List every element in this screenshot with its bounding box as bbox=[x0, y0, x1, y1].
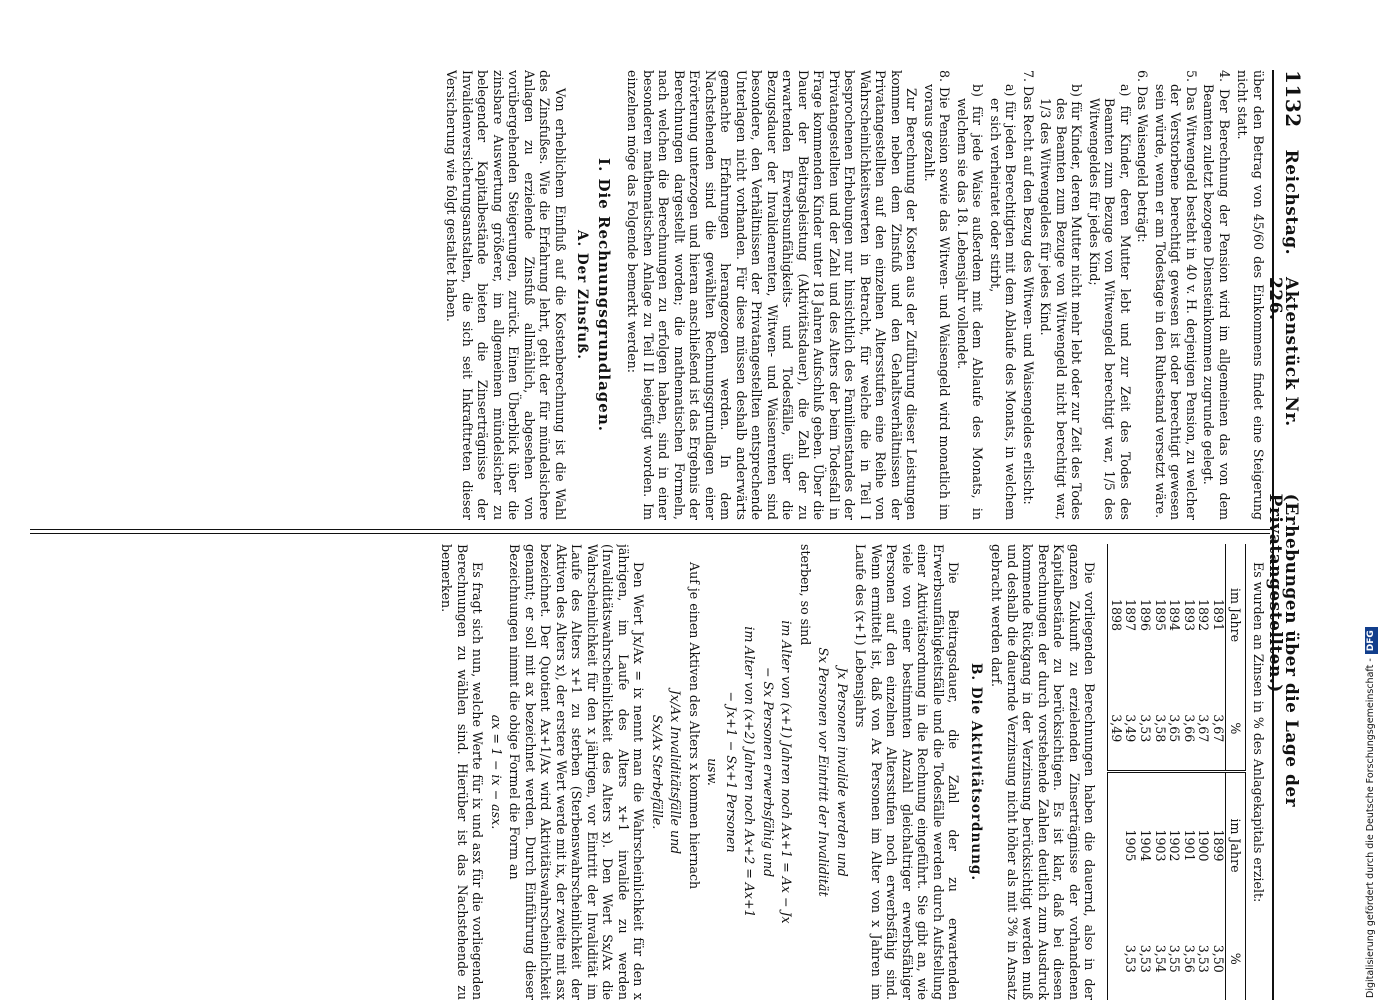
body-paragraph: Den Wert Jx/Ax = ix nennt man die Wahrscheinlichkeit für den x jährigen, im Laufe des Alters x+1 invalide zu werden (Invaliditätswahrscheinlichkeit des Alters x). Den Wert Sx/Ax die Wahrscheinlichkeit für den x jährigen, vor Eintritt der Invalidität im Laufe des Alters x+1 zu sterben (Sterbenswahrscheinlichkeit der Aktiven des Alters x), der erstere Wert werde mit ix, der zweite mit asx bezeichnet. Der Quotient Ax+1/Ax wird Aktivitätswahrscheinlichkeit genannt; er soll mit ax bezeichnet werden. Durch Einführung dieser Bezeichnungen nimmt die obige Formel die Form an bbox=[507, 544, 647, 1000]
table-cell: 3,53 bbox=[1138, 944, 1154, 973]
list-item: 5. Das Witwengeld besteht in 40 v. H. derjenigen Pension, zu welcher der Verstorbene berechtigt gewesen ist oder berechtigt gewesen sein würde, wenn er am Todestage in den Ruhestand versetzt wäre. bbox=[1153, 70, 1199, 520]
list-item: 8. Die Pension sowie das Witwen- und Waisengeld wird monatlich im voraus gezahlt. bbox=[922, 70, 953, 520]
table-body bbox=[1108, 544, 1226, 1000]
table-cell: 1893 bbox=[1181, 599, 1197, 632]
table-header: % bbox=[1226, 686, 1247, 772]
table-row bbox=[1181, 544, 1196, 1000]
formula-line: Jx/Ax Invaliditätsfälle und bbox=[668, 689, 684, 855]
table-cell: 3,66 bbox=[1181, 714, 1197, 743]
table-cell bbox=[1108, 772, 1123, 918]
table-cell: 1903 bbox=[1152, 772, 1167, 918]
body-text: Auf je einen Aktiven des Alters x kommen hiernach bbox=[686, 562, 702, 890]
formula-line: Sx/Ax Sterbefälle. bbox=[649, 714, 665, 830]
right-column bbox=[36, 544, 1266, 1000]
table-row bbox=[1137, 544, 1152, 1000]
body-paragraph: Von erheblichem Einfluß auf die Kostenberechnung ist die Wahl des Zinsfußes. Wie die Erfahrung lehrt, geht der für mündelsichere Anlagen zu erzielende Zinsfuß allmählich, abgesehen von vorübergehenden Steigerungen, zurück. Einen Überblick über die zinsbare Auswertung größerer, im allgemeinen mündelsicher zu belegender Kapitalbestände bieten die Zinserträgnisse der Invalidenversicherungsanstalten, die sich seit Inkrafttreten dieser Versicherung wie folgt gestaltet haben. bbox=[444, 70, 568, 520]
formula-line: usw. bbox=[705, 758, 721, 786]
table-row bbox=[1210, 544, 1225, 1000]
table-cell: 3,50 bbox=[1211, 944, 1226, 973]
table-row bbox=[1123, 544, 1138, 1000]
table-cell: 3,53 bbox=[1138, 714, 1154, 743]
footer-text: Digitalisierung gefördert durch die Deutsche Forschungsgemeinschaft - bbox=[1365, 658, 1376, 998]
formula-line: Sx Personen vor Eintritt der Invalidität bbox=[816, 647, 832, 897]
header-chamber: Reichstag. bbox=[1281, 149, 1301, 256]
list-subitem: a) für Kinder, deren Mutter lebt und zur Zeit des Todes des Beamten zum Bezuge von Witwengeld berechtigt war, 1/5 des Witwengeldes für jedes Kind; bbox=[1087, 84, 1133, 520]
table-cell: 3,67 bbox=[1211, 714, 1226, 743]
table-cell: 3,53 bbox=[1196, 944, 1212, 973]
body-paragraph: Es fragt sich nun, welche Werte für ix und asx für die vorliegenden Berechnungen zu wählen sind. Hierüber ist das Nachstehende zu bemerken. bbox=[439, 544, 486, 1000]
page-number: 1132 bbox=[1281, 70, 1305, 128]
list-item: 4. Der Berechnung der Pension wird im allgemeinen das von dem Beamten zuletzt bezogene Diensteinkommen zugrunde gelegt. bbox=[1201, 70, 1232, 520]
table-cell: 3,54 bbox=[1152, 944, 1168, 973]
table-intro: Es wurden an Zinsen in % des Anlagekapitals erzielt: bbox=[1251, 562, 1266, 903]
table-cell: 1895 bbox=[1152, 599, 1168, 632]
table-cell: 3,67 bbox=[1196, 714, 1212, 743]
left-column bbox=[36, 70, 1266, 520]
rotated-document-sheet bbox=[30, 70, 1305, 1000]
table-cell: 1894 bbox=[1167, 599, 1183, 632]
digitization-footer bbox=[1363, 538, 1379, 998]
table-header: % bbox=[1226, 918, 1247, 1000]
table-row bbox=[1167, 544, 1182, 1000]
formula-line: Jx Personen invalide werden und bbox=[834, 667, 850, 877]
table-cell: 1899 bbox=[1210, 772, 1225, 918]
list-subitem: a) für jeden Berechtigten mit dem Ablaufe des Monats, in welchem er sich verheiratet oder stirbt, bbox=[988, 84, 1019, 520]
table-cell: 1904 bbox=[1137, 772, 1152, 918]
list-subitem: b) für Kinder, deren Mutter nicht mehr lebt oder zur Zeit des Todes des Beamten zum Bezuge von Witwengeld nicht berechtigt war, 1/3 des Witwengeldes für jedes Kind. bbox=[1038, 84, 1085, 520]
table-cell: 3,53 bbox=[1123, 944, 1139, 973]
section-title: I. Die Rechnungsgrundlagen. bbox=[595, 158, 613, 432]
table-header: im Jahre bbox=[1226, 772, 1247, 918]
table-cell bbox=[1108, 918, 1123, 1000]
table-row bbox=[1196, 544, 1211, 1000]
table-header-row bbox=[1226, 544, 1247, 1000]
header-document: Aktenstück Nr. 226. bbox=[1265, 277, 1301, 427]
table-cell: 1902 bbox=[1167, 772, 1182, 918]
formula-line: im Alter von (x+2) Jahren noch Ax+2 = Ax+1 bbox=[742, 626, 758, 918]
table-cell: 1896 bbox=[1138, 599, 1154, 632]
table-cell: 3,56 bbox=[1181, 944, 1197, 973]
formula-line: − Jx+1 − Sx+1 Personen bbox=[723, 691, 739, 853]
subsection-title: A. Der Zinsfuß. bbox=[574, 230, 591, 360]
table-cell: 1901 bbox=[1181, 772, 1196, 918]
formula-line: − Sx Personen erwerbsfähig und bbox=[760, 666, 776, 878]
page-header bbox=[1265, 70, 1305, 1000]
table-cell: 3,55 bbox=[1167, 944, 1183, 973]
body-paragraph: Die Beitragsdauer, die Zahl der zu erwartenden Erwerbsunfähigkeitsfälle und die Todesfälle werden durch Aufstellung einer Aktivitätsordnung in die Rechnung eingeführt. Sie gibt an, wie viele von einer bestimmten Anzahl gleichaltriger erwerbsfähiger Personen auf den einzelnen Altersstufen noch erwerbsfähig sind. Wenn ermittelt ist, daß von Ax Personen im Alter von x Jahren im Laufe des (x+1) Lebensjahrs bbox=[853, 544, 962, 1000]
list-subitem: b) für jede Waise außerdem mit dem Ablaufe des Monats, in welchem sie das 18. Lebensjahr vollendet. bbox=[955, 84, 986, 520]
table-cell: 3,58 bbox=[1152, 714, 1168, 743]
list-item: 7. Das Recht auf den Bezug des Witwen- und Waisengeldes erlischt: bbox=[1021, 70, 1036, 505]
body-paragraph: Die vorliegenden Berechnungen haben die dauernd, also in der ganzen Zukunft zu erzielenden Zinserträgnisse der vorhandenen Kapitalbestände zu berücksichtigen. Es ist klar, daß bei diesen Berechnungen der durch vorstehende Zahlen deutlich zum Ausdruck kommende Rückgang in der Verzinsung berücksichtigt werden muß und deshalb die dauernde Verzinsung nicht höher als mit 3% in Ansatz gebracht werden darf. bbox=[989, 544, 1098, 1000]
formula-line: im Alter von (x+1) Jahren noch Ax+1 = Ax − Jx bbox=[779, 620, 795, 924]
intro-paragraph: über den Betrag von 45/60 des Einkommens findet eine Steigerung nicht statt. bbox=[1235, 70, 1266, 520]
table-row bbox=[1152, 544, 1167, 1000]
header-subject: (Erhebungen über die Lage der Privatangestellten.) bbox=[1265, 493, 1301, 808]
table-cell: 3,49 bbox=[1123, 714, 1139, 743]
body-paragraph: Zur Berechnung der Kosten aus der Zuführung dieser Leistungen kommen neben dem Zinsfuß und den Gehaltsverhältnissen der Privatangestellten auf den einzelnen Altersstufen eine Reihe von Wahrscheinlichkeitswerten in Betracht, für welche die in Teil I besprochenen Erhebungen nur hinsichtlich des Familienstandes der Privatangestellten und der Zahl und des Alters der beim Todesfall in Frage kommenden Kinder unter 18 Jahren Aufschluß geben. Über die Dauer der Beitragsleistung (Aktivitätsdauer), die Zahl der zu erwartenden Erwerbsunfähigkeits- und Todesfälle, über die Bezugsdauer der Invalidenrenten, Witwen- und Waisenrenten sind besondere, den Verhältnissen der Privatangestellten entsprechende Unterlagen nicht vorhanden. Für diese müssen deshalb anderwärts gemachte Erfahrungen herangezogen werden. In dem Nachstehenden sind die gewählten Rechnungsgrundlagen einer Erörterung unterzogen und hieran anschließend ist das Ergebnis der Berechnungen dargestellt worden; die mathematischen Formeln, nach welchen die Berechnungen zu erfolgen haben, sind in einer besonderen mathematischen Anlage zu Teil II beigefügt worden. Im einzelnen möge das Folgende bemerkt werden: bbox=[625, 70, 920, 520]
table-cell: 1905 bbox=[1123, 772, 1138, 918]
table-cell: 1892 bbox=[1196, 599, 1212, 632]
column-divider bbox=[30, 529, 1270, 534]
body-text: sterben, so sind bbox=[797, 544, 813, 646]
table-cell: 1891 bbox=[1211, 599, 1226, 632]
formula-line: ax = 1 − ix − asx. bbox=[488, 714, 504, 830]
subsection-title: B. Die Aktivitätsordnung. bbox=[967, 662, 984, 882]
dfg-logo: DFG bbox=[1365, 627, 1378, 654]
table-row bbox=[1108, 544, 1123, 1000]
table-cell: 3,65 bbox=[1167, 714, 1183, 743]
list-item: 6. Das Waisengeld beträgt: bbox=[1135, 70, 1151, 243]
interest-table bbox=[1107, 544, 1246, 1000]
table-cell: 3,49 bbox=[1108, 686, 1123, 772]
table-cell: 1898 bbox=[1108, 544, 1123, 686]
table-header: im Jahre bbox=[1226, 544, 1247, 686]
table-cell: 1900 bbox=[1196, 772, 1211, 918]
table-cell: 1897 bbox=[1123, 599, 1139, 632]
